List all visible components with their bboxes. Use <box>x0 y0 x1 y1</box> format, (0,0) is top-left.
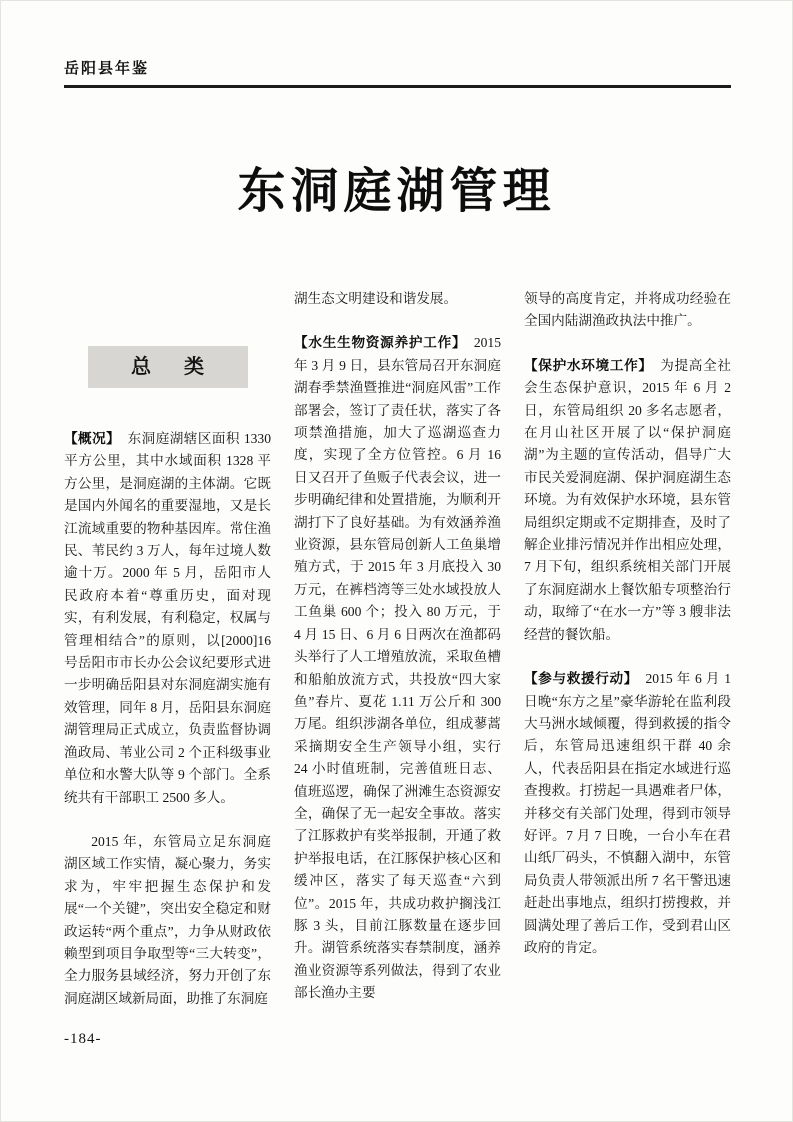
column-right <box>524 288 731 1026</box>
section-heading-box <box>88 346 248 388</box>
entry-rescue-heading: 【参与救援行动】 <box>524 671 639 687</box>
section-heading-label: 总 类 <box>131 355 218 378</box>
entry-rescue-body: 2015 年 6 月 1 日晚“东方之星”豪华游轮在监利段大马洲水域倾覆，得到救援的指令后，东管局迅速组织干群 40 余人，代表岳阳县在指定水域进行巡查搜救。打捞起一具遇难者尸体，并移交有关部门处理，得到市领导好评。7 月 7 日晚，一台小车在君山纸厂码头，不慎翻入湖中，东管局负责人带领派出所 7 名干警迅速赶赴出事地点，组织打捞搜救，并圆满处理了善后工作，受到君山区政府的肯定。 <box>524 671 731 955</box>
running-head: 岳阳县年鉴 <box>64 61 150 77</box>
entry-water-env-body: 为提高全社会生态保护意识，2015 年 6 月 2 日，东管局组织 20 多名志愿者，在月山社区开展了以“保护洞庭湖”为主题的宣传活动，倡导广大市民关爱洞庭湖、保护洞庭湖生态环境。为有效保护水环境，县东管局组织定期或不定期排查，及时了解企业排污情况并作出相应处理，7 月下旬，组织系统相关部门开展了东洞庭湖水上餐饮船专项整治行动，取缔了“在水一方”等 3 艘非法经营的餐饮船。 <box>524 357 731 642</box>
text-columns <box>64 288 731 1026</box>
entry-overview-heading: 【概况】 <box>64 431 121 446</box>
entry-aquatic-heading: 【水生生物资源养护工作】 <box>294 335 467 351</box>
entry-water-env-heading: 【保护水环境工作】 <box>524 357 653 373</box>
page-number: -184- <box>64 1031 102 1047</box>
paragraph-2015-summary: 2015 年，东管局立足东洞庭湖区域工作实情，凝心聚力，务实求为，牢牢把握生态保护和发展“一个关键”，突出安全稳定和财政运转“两个重点”，力争从财政依赖型到项目争取型等“三大转变”，全力服务县域经济，努力开创了东洞庭湖区域新局面，助推了东洞庭 <box>64 833 271 1006</box>
continuation-paragraph-right: 领导的高度肯定，并将成功经验在全国内陆湖渔政执法中推广。 <box>524 291 731 329</box>
article-title: 东洞庭湖管理 <box>237 165 556 218</box>
entry-rescue-action <box>524 668 731 959</box>
page-header <box>64 57 731 88</box>
header-rule <box>64 85 731 88</box>
entry-overview-body: 东洞庭湖辖区面积 1330 平方公里，其中水域面积 1328 平方公里，是洞庭湖的主体湖。它既是国内外闻名的重要湿地，又是长江流域重要的物种基因库。常住渔民、苇民约 3 万人，每年过境人数逾十万。2000 年 5 月，岳阳市人民政府本着“尊重历史，面对现实，有利发展，有利稳定，权属与管理相结合”的原则，以[2000]16 号岳阳市市长办公会议纪要形式进一步明确岳阳县对东洞庭湖实施有效管理，同年 8 月，岳阳县东洞庭湖管理局正式成立，负责监督协调渔政局、苇业公司 2 个正科级事业单位和水警大队等 9 个部门。全系统共有干部职工 2500 多人。 <box>64 431 271 805</box>
entry-overview <box>64 428 271 809</box>
entry-aquatic-body: 2015 年 3 月 9 日，县东管局召开东洞庭湖春季禁渔暨推进“洞庭风雷”工作部署会，签订了责任状，落实了各项禁渔措施，加大了巡湖巡查力度，实现了全方位管控。6 月 16 日又召开了鱼贩子代表会议，进一步明确纪律和处置措施，为顺利开湖打下了良好基础。为有效涵养渔业资源，县东管局创新人工鱼巢增殖方式，于 2015 年 3 月底投入 30 万元，在裤档湾等三处水域投放人工鱼巢 600 个；投入 80 万元，于 4 月 15 日、6 月 6 日两次在渔都码头举行了人工增殖放流，采取鱼槽和船舶放流方式，共投放“四大家鱼”春片、夏花 1.11 万公斤和 300 万尾。组织涉湖各单位，组成蓼蒿采摘期安全生产领导小组，实行 24 小时值班制，完善值班日志、值班巡逻，确保了洲滩生态资源安全，确保了无一起安全事故。落实了江豚救护有奖举报制，开通了救护举报电话，在江豚保护核心区和缓冲区，落实了每天巡查“六到位”。2015 年，共成功救护搁浅江豚 3 头，目前江豚数量在逐步回升。湖管系统落实春禁制度，涵养渔业资源等系列做法，得到了农业部长渔办主要 <box>294 335 501 1001</box>
continuation-paragraph-middle: 湖生态文明建设和谐发展。 <box>294 291 458 306</box>
entry-aquatic-resources <box>294 332 501 1004</box>
column-left <box>64 288 271 1026</box>
entry-water-environment <box>524 355 731 646</box>
column-middle <box>294 288 501 1026</box>
